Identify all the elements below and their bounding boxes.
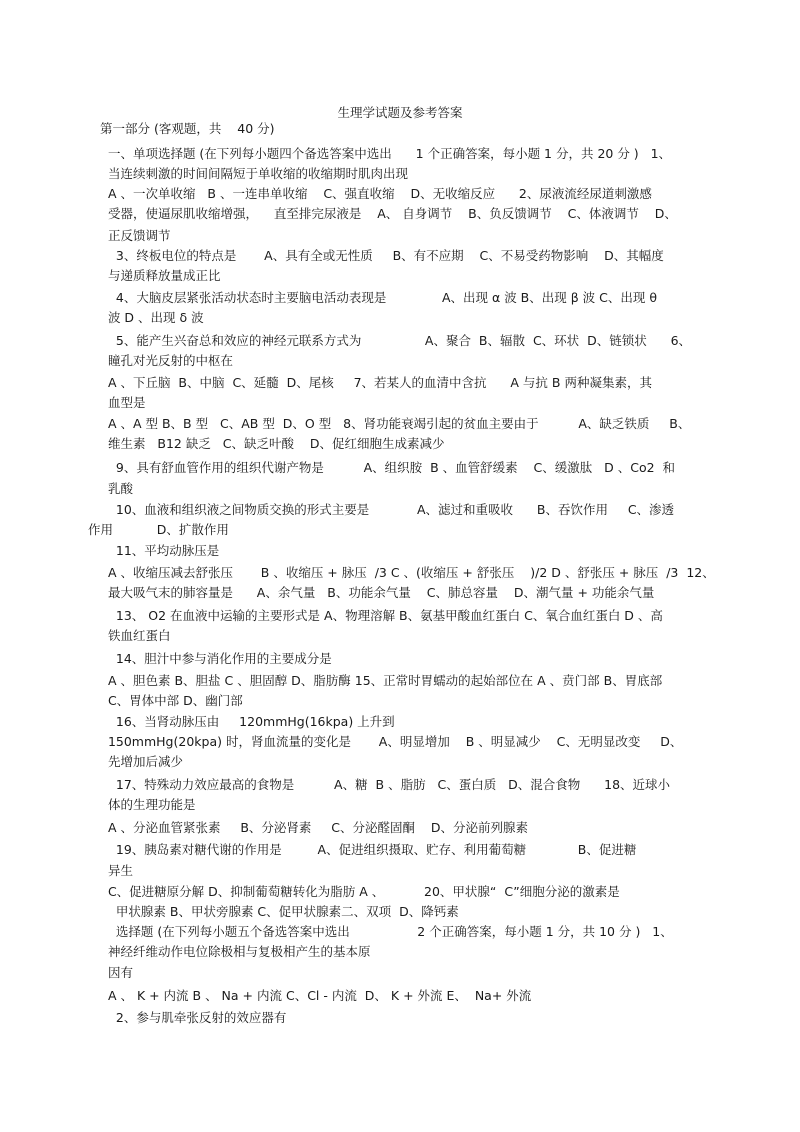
text-line: A 、收缩压减去舒张压 B 、收缩压 + 脉压 /3 C 、(收缩压 + 舒张压 )/2 D 、舒张压 + 脉压 /3 12、 <box>100 565 715 580</box>
text-line: 波 D 、出现 δ 波 <box>100 310 204 325</box>
text-line: 先增加后减少 <box>100 754 183 769</box>
text-line: 5、能产生兴奋总和效应的神经元联系方式为 A、聚合 B、辐散 C、环状 D、链锁状 6、 <box>100 333 692 348</box>
text-line: 与递质释放量成正比 <box>100 268 221 283</box>
text-line: 选择题 (在下列每小题五个备选答案中选出 2 个正确答案，每小题 1 分，共 10 分 ) 1、 <box>100 924 673 939</box>
text-line: C、胃体中部 D、幽门部 <box>100 693 243 708</box>
text-line: 最大吸气末的肺容量是 A、余气量 B、功能余气量 C、肺总容量 D、潮气量 + 功能余气量 <box>100 585 655 600</box>
text-line: 2、参与肌牵张反射的效应器有 <box>100 1010 287 1025</box>
text-line: 体的生理功能是 <box>100 797 196 812</box>
text-line: 血型是 <box>100 395 146 410</box>
text-line: 第一部分 (客观题，共 40 分) <box>100 121 275 136</box>
text-line: A 、 K + 内流 B 、 Na + 内流 C、Cl - 内流 D、 K + 外流 E、 Na+ 外流 <box>100 988 532 1003</box>
text-line: A 、胆色素 B、胆盐 C 、胆固醇 D、脂肪酶 15、正常时胃蠕动的起始部位在 A 、贲门部 B、胃底部 <box>100 673 663 688</box>
text-line: 4、大脑皮层紧张活动状态时主要脑电活动表现是 A、出现 α 波 B、出现 β 波 C、出现 θ <box>100 290 658 305</box>
text-line: 作用 D、扩散作用 <box>88 522 229 537</box>
text-line: 150mmHg(20kpa) 时，肾血流量的变化是 A、明显增加 B 、明显减少 C、无明显改变 D、 <box>100 734 683 749</box>
text-line: 一、单项选择题 (在下列每小题四个备选答案中选出 1 个正确答案，每小题 1 分，共 20 分 ) 1、 <box>100 146 672 161</box>
text-line: 异生 <box>100 863 133 878</box>
text-line: A 、分泌血管紧张素 B、分泌肾素 C、分泌醛固酮 D、分泌前列腺素 <box>100 820 529 835</box>
text-line: A 、一次单收缩 B 、一连串单收缩 C、强直收缩 D、无收缩反应 2、尿液流经尿道刺激感 <box>100 186 652 201</box>
text-line: 因有 <box>100 965 133 980</box>
text-line: A 、A 型 B、B 型 C、AB 型 D、O 型 8、肾功能衰竭引起的贫血主要由于 A、缺乏铁质 B、 <box>100 416 691 431</box>
text-line: 11、平均动脉压是 <box>100 543 220 558</box>
text-line: 16、当肾动脉压由 120mmHg(16kpa) 上升到 <box>100 714 395 729</box>
text-line: A 、下丘脑 B、中脑 C、延髓 D、尾核 7、若某人的血清中含抗 A 与抗 B 两种凝集素，其 <box>100 375 652 390</box>
text-line: C、促进糖原分解 D、抑制葡萄糖转化为脂肪 A 、 20、甲状腺“ C”细胞分泌的激素是 <box>100 884 620 899</box>
text-line: 14、胆汁中参与消化作用的主要成分是 <box>100 651 332 666</box>
text-line: 当连续刺激的时间间隔短于单收缩的收缩期时肌肉出现 <box>100 166 408 181</box>
text-line: 受器，使逼尿肌收缩增强， 直至排完尿液是 A、 自身调节 B、负反馈调节 C、体液调节 D、 <box>100 206 677 221</box>
text-line: 9、具有舒血管作用的组织代谢产物是 A、组织胺 B 、血管舒缓素 C、缓激肽 D 、Co2 和 <box>100 460 676 475</box>
text-line: 甲状腺素 B、甲状旁腺素 C、促甲状腺素二、双项 D、降钙素 <box>100 904 459 919</box>
text-line: 10、血液和组织液之间物质交换的形式主要是 A、滤过和重吸收 B、吞饮作用 C、渗透 <box>100 502 675 517</box>
text-line: 13、 O2 在血液中运输的主要形式是 A、物理溶解 B、氨基甲酸血红蛋白 C、氧合血红蛋白 D 、高 <box>100 608 663 623</box>
text-line: 17、特殊动力效应最高的食物是 A、糖 B 、脂肪 C、蛋白质 D、混合食物 18、近球小 <box>100 777 671 792</box>
text-line: 19、胰岛素对糖代谢的作用是 A、促进组织摄取、贮存、利用葡萄糖 B、促进糖 <box>100 842 637 857</box>
text-line: 瞳孔对光反射的中枢在 <box>100 353 233 368</box>
document-title: 生理学试题及参考答案 <box>337 105 463 120</box>
text-line: 乳酸 <box>100 481 133 496</box>
text-line: 神经纤维动作电位除极相与复极相产生的基本原 <box>100 944 371 959</box>
text-line: 铁血红蛋白 <box>100 628 171 643</box>
text-line: 维生素 B12 缺乏 C、缺乏叶酸 D、促红细胞生成素减少 <box>100 436 445 451</box>
text-line: 3、终板电位的特点是 A、具有全或无性质 B、有不应期 C、不易受药物影响 D、其幅度 <box>100 248 664 263</box>
text-line: 正反馈调节 <box>100 228 171 243</box>
